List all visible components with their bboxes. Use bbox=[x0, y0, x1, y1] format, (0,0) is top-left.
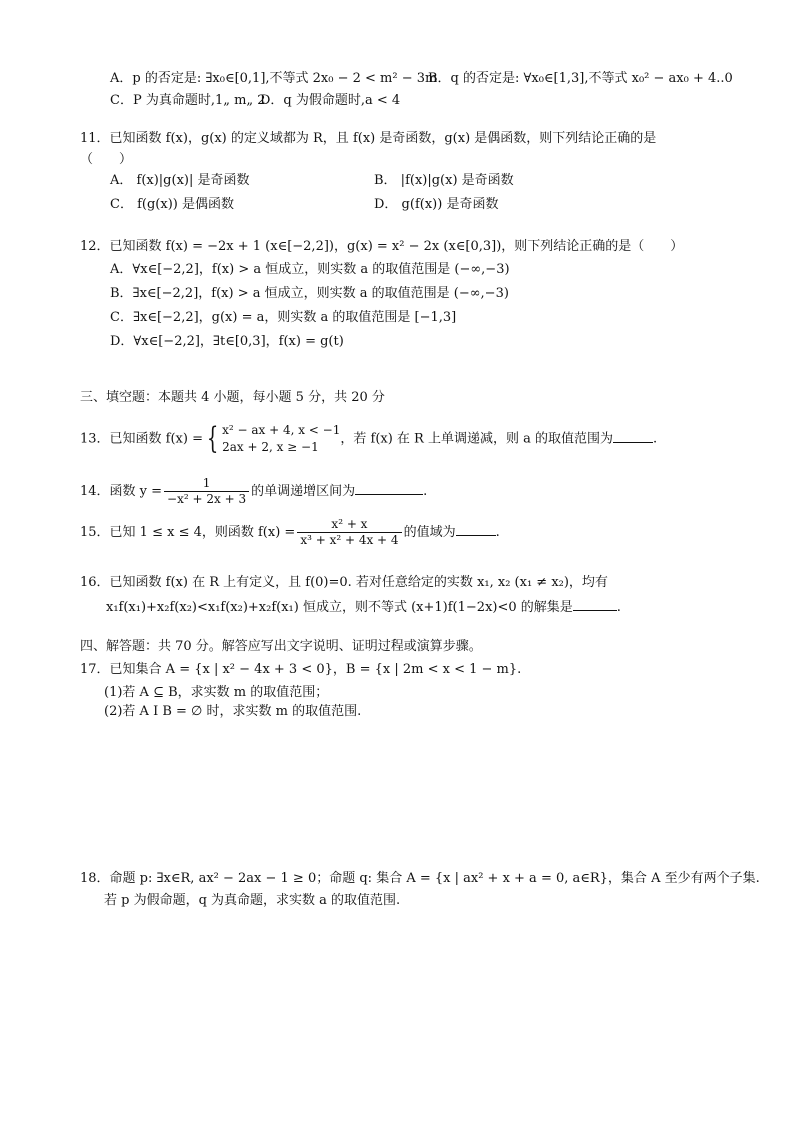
q16-end: . bbox=[616, 600, 621, 615]
q14 bbox=[80, 475, 427, 509]
q11-paren: （ ） bbox=[80, 152, 133, 167]
q14-answer-blank[interactable] bbox=[355, 482, 423, 495]
q14-suffix: 的单调递增区间为 bbox=[251, 484, 356, 499]
q15-end: . bbox=[495, 525, 500, 540]
q12-stem: 12．已知函数 f(x) = −2x + 1 (x∈[−2,2])，g(x) = x² − 2x (x∈[0,3])，则下列结论正确的是（ ） bbox=[80, 239, 684, 254]
q17-part-2: (2)若 A I B = ∅ 时，求实数 m 的取值范围. bbox=[104, 704, 362, 719]
q16-line-1: 16．已知函数 f(x) 在 R 上有定义，且 f(0)=0. 若对任意给定的实数 x₁, x₂ (x₁ ≠ x₂)，均有 bbox=[80, 575, 608, 590]
q10-option-a: A．p 的否定是: ∃x₀∈[0,1],不等式 2x₀ − 2 < m² − 3m bbox=[110, 71, 438, 86]
q10-option-c: C．P 为真命题时,1„ m„ 2 bbox=[110, 93, 266, 108]
section-3-heading: 三、填空题：本题共 4 小题，每小题 5 分，共 20 分 bbox=[80, 390, 385, 405]
q15 bbox=[80, 516, 500, 550]
q16-answer-blank[interactable] bbox=[573, 598, 617, 611]
q12-option-c: C．∃x∈[−2,2]，g(x) = a，则实数 a 的取值范围是 [−1,3] bbox=[110, 310, 457, 325]
q18-line-1: 18．命题 p: ∃x∈R, ax² − 2ax − 1 ≥ 0；命题 q: 集合 A = {x | ax² + x + a = 0, a∈R}，集合 A 至少有两个子集. bbox=[80, 871, 760, 886]
q15-fraction bbox=[297, 517, 401, 548]
q12-option-d: D．∀x∈[−2,2]，∃t∈[0,3]，f(x) = g(t) bbox=[110, 334, 344, 349]
q13-brace: { bbox=[206, 421, 219, 456]
q13-case-2: 2ax + 2, x ≥ −1 bbox=[222, 440, 319, 454]
q11-option-b: B． |f(x)|g(x) 是奇函数 bbox=[374, 173, 514, 188]
q15-prefix: 15．已知 1 ≤ x ≤ 4，则函数 f(x) = bbox=[80, 525, 296, 540]
q13-answer-blank[interactable] bbox=[613, 430, 653, 443]
q13-cases bbox=[222, 422, 340, 456]
q12-option-b: B．∃x∈[−2,2]，f(x) > a 恒成立，则实数 a 的取值范围是 (−∞,−3) bbox=[110, 286, 509, 301]
q13-case-1: x² − ax + 4, x < −1 bbox=[222, 423, 341, 437]
q16-line-2: x₁f(x₁)+x₂f(x₂)<x₁f(x₂)+x₂f(x₁) 恒成立，则不等式 (x+1)f(1−2x)<0 的解集是 . bbox=[106, 600, 621, 615]
q11-option-d: D． g(f(x)) 是奇函数 bbox=[374, 197, 499, 212]
q14-end: . bbox=[423, 484, 428, 499]
q18-line-2: 若 p 为假命题，q 为真命题，求实数 a 的取值范围. bbox=[104, 893, 401, 908]
q11-stem: 11．已知函数 f(x)，g(x) 的定义域都为 R，且 f(x) 是奇函数，g(x) 是偶函数，则下列结论正确的是 bbox=[80, 131, 657, 146]
q13 bbox=[80, 422, 657, 457]
q13-prefix: 13．已知函数 f(x) = bbox=[80, 431, 203, 447]
q11-option-a: A． f(x)|g(x)| 是奇函数 bbox=[110, 173, 250, 188]
q13-end: . bbox=[653, 431, 658, 447]
q13-suffix: ，若 f(x) 在 R 上单调递减，则 a 的取值范围为 bbox=[340, 431, 613, 447]
q15-suffix: 的值域为 bbox=[403, 525, 456, 540]
q14-numerator: 1 bbox=[164, 476, 249, 492]
q15-denominator: x³ + x² + 4x + 4 bbox=[300, 533, 399, 547]
q14-fraction bbox=[164, 476, 249, 507]
section-4-heading: 四、解答题：共 70 分。解答应写出文字说明、证明过程或演算步骤。 bbox=[80, 639, 482, 654]
q17-part-1: (1)若 A ⊆ B，求实数 m 的取值范围； bbox=[104, 685, 329, 700]
q14-prefix: 14．函数 y = bbox=[80, 484, 163, 499]
q14-denominator: −x² + 2x + 3 bbox=[167, 492, 247, 506]
q15-numerator: x² + x bbox=[297, 517, 401, 533]
q10-option-b: B．q 的否定是: ∀x₀∈[1,3],不等式 x₀² − ax₀ + 4..0 bbox=[428, 71, 733, 86]
q10-option-d: D．q 为假命题时,a < 4 bbox=[260, 93, 401, 108]
q17-stem: 17．已知集合 A = {x | x² − 4x + 3 < 0}，B = {x | 2m < x < 1 − m}. bbox=[80, 662, 522, 677]
q11-option-c: C． f(g(x)) 是偶函数 bbox=[110, 197, 234, 212]
q15-answer-blank[interactable] bbox=[456, 523, 496, 536]
q12-option-a: A．∀x∈[−2,2]，f(x) > a 恒成立，则实数 a 的取值范围是 (−∞,−3) bbox=[110, 262, 510, 277]
